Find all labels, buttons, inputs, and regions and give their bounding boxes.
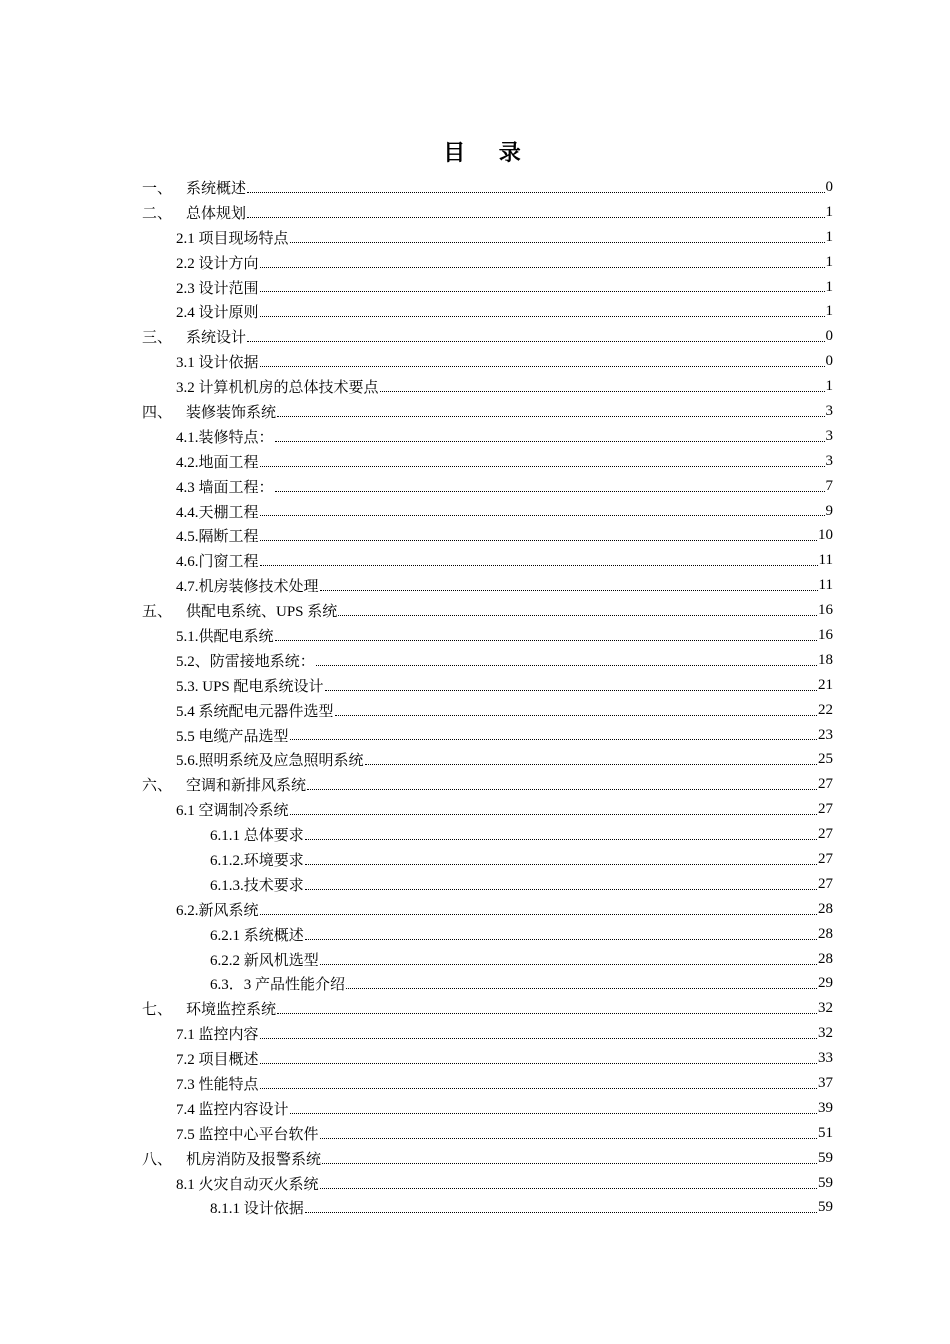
toc-entry[interactable]	[142, 847, 833, 872]
dot-leader	[247, 340, 824, 342]
dot-leader	[247, 216, 824, 218]
toc-entry-title: 4.3 墙面工程：	[176, 479, 274, 496]
dot-leader	[338, 614, 817, 616]
toc-entry-page-number: 28	[818, 900, 833, 917]
dot-leader	[365, 763, 817, 765]
toc-entry-title: 6.1 空调制冷系统	[176, 803, 289, 820]
toc-entry[interactable]	[142, 1146, 833, 1171]
toc-entry[interactable]	[142, 449, 833, 474]
toc-entry-page-number: 1	[825, 378, 833, 395]
toc-entry-page-number: 1	[825, 303, 833, 320]
dot-leader	[260, 266, 825, 268]
dot-leader	[277, 415, 824, 417]
toc-entry-page-number: 33	[818, 1050, 833, 1067]
toc-entry[interactable]	[142, 598, 833, 623]
toc-entry-title: 6.2.新风系统	[176, 902, 259, 919]
toc-entry-title: 装修装饰系统	[186, 404, 277, 421]
toc-entry-title: 总体规划	[186, 205, 247, 222]
toc-entry-page-number: 11	[818, 552, 833, 569]
dot-leader	[275, 440, 825, 442]
toc-entry-title: 5.3. UPS 配电系统设计	[176, 678, 324, 695]
toc-entry[interactable]	[142, 573, 833, 598]
toc-entry-page-number: 9	[825, 502, 833, 519]
toc-entry-page-number: 27	[818, 826, 833, 843]
toc-entry-page-number: 3	[825, 427, 833, 444]
toc-entry[interactable]	[142, 623, 833, 648]
toc-entry-title: 7.2 项目概述	[176, 1052, 259, 1069]
toc-entry-page-number: 3	[825, 452, 833, 469]
toc-entry-title: 4.5.隔断工程	[176, 529, 259, 546]
toc-entry-page-number: 37	[818, 1075, 833, 1091]
toc-entry[interactable]	[142, 548, 833, 573]
toc-entry[interactable]	[142, 897, 833, 922]
toc-entry[interactable]	[142, 772, 833, 797]
toc-entry[interactable]	[142, 324, 833, 349]
toc-entry-title: 空调和新排风系统	[186, 778, 307, 795]
toc-entry-number: 五、	[142, 604, 173, 621]
toc-entry[interactable]	[142, 723, 833, 748]
toc-entry[interactable]	[142, 1071, 833, 1096]
dot-leader	[380, 390, 825, 392]
toc-entry-number: 一、	[142, 180, 173, 197]
toc-entry-title: 4.6.门窗工程	[176, 554, 259, 571]
toc-entry-title: 7.4 监控内容设计	[176, 1101, 289, 1118]
toc-entry[interactable]	[142, 499, 833, 524]
toc-entry-page-number: 29	[818, 975, 833, 992]
dot-leader	[316, 664, 817, 666]
toc-entry-title: 系统概述	[186, 180, 247, 197]
toc-entry-title: 6.1.3.技术要求	[210, 877, 304, 894]
toc-entry-number: 三、	[142, 330, 173, 347]
toc-entry[interactable]	[142, 275, 833, 300]
toc-entry[interactable]	[142, 996, 833, 1021]
toc-entry-page-number: 32	[818, 1000, 833, 1017]
dot-leader	[305, 863, 817, 865]
toc-entry[interactable]	[142, 424, 833, 449]
toc-entry-page-number: 59	[818, 1149, 833, 1166]
dot-leader	[307, 788, 817, 790]
toc-entry-title: 5.6.照明系统及应急照明系统	[176, 753, 364, 770]
dot-leader	[260, 1087, 817, 1089]
toc-entry[interactable]	[142, 872, 833, 897]
toc-entry-page-number: 0	[825, 328, 833, 345]
toc-entry-page-number: 59	[818, 1199, 833, 1216]
toc-entry-title: 5.4 系统配电元器件选型	[176, 703, 334, 720]
dot-leader	[260, 913, 817, 915]
dot-leader	[260, 315, 825, 317]
toc-entry-title: 4.4.天棚工程	[176, 504, 259, 521]
table-of-contents	[142, 175, 833, 1220]
dot-leader	[260, 1037, 817, 1039]
toc-entry-title: 6.1.2.环境要求	[210, 852, 304, 869]
toc-entry-page-number: 1	[825, 228, 833, 245]
toc-entry[interactable]	[142, 523, 833, 548]
toc-entry-page-number: 59	[818, 1174, 833, 1191]
toc-entry-page-number: 39	[818, 1099, 833, 1116]
toc-entry[interactable]	[142, 747, 833, 772]
toc-entry-page-number: 27	[818, 875, 833, 892]
dot-leader	[290, 738, 817, 740]
toc-entry-title: 7.5 监控中心平台软件	[176, 1126, 319, 1143]
toc-entry-number: 七、	[142, 1002, 173, 1019]
toc-title: 目 录	[443, 140, 535, 165]
toc-entry-title: 环境监控系统	[186, 1002, 277, 1019]
dot-leader	[260, 290, 825, 292]
toc-entry-title: 7.3 性能特点	[176, 1077, 259, 1093]
toc-entry[interactable]	[142, 797, 833, 822]
toc-entry-title: 5.5 电缆产品选型	[176, 728, 289, 745]
dot-leader	[290, 241, 825, 243]
toc-entry[interactable]	[142, 225, 833, 250]
toc-entry-page-number: 1	[825, 203, 833, 220]
toc-entry-title: 2.1 项目现场特点	[176, 230, 289, 247]
toc-entry-page-number: 16	[818, 626, 833, 643]
toc-entry-page-number: 27	[818, 776, 833, 793]
toc-entry-page-number: 16	[818, 602, 833, 619]
toc-entry-title: 机房消防及报警系统	[186, 1151, 322, 1168]
toc-entry-page-number: 28	[818, 925, 833, 942]
toc-entry[interactable]	[142, 947, 833, 972]
dot-leader	[260, 514, 825, 516]
dot-leader	[320, 1137, 817, 1139]
dot-leader	[275, 490, 825, 492]
toc-entry-page-number: 11	[818, 577, 833, 594]
toc-entry[interactable]	[142, 175, 833, 200]
toc-entry-title: 3.1 设计依据	[176, 355, 259, 372]
toc-entry-page-number: 51	[818, 1124, 833, 1141]
toc-entry-page-number: 23	[818, 726, 833, 743]
toc-entry[interactable]	[142, 399, 833, 424]
dot-leader	[305, 938, 817, 940]
toc-entry[interactable]	[142, 922, 833, 947]
dot-leader	[260, 465, 825, 467]
toc-entry-page-number: 0	[825, 353, 833, 370]
toc-entry-title: 8.1 火灾自动灭火系统	[176, 1176, 319, 1193]
dot-leader	[260, 539, 817, 541]
toc-entry-title: 6.2.1 系统概述	[210, 927, 304, 944]
toc-entry-page-number: 27	[818, 850, 833, 867]
toc-entry-title: 8.1.1 设计依据	[210, 1201, 304, 1218]
dot-leader	[320, 963, 817, 965]
dot-leader	[322, 1162, 817, 1164]
dot-leader	[320, 589, 818, 591]
toc-entry-title: 供配电系统、UPS 系统	[186, 604, 338, 621]
toc-entry-title: 2.2 设计方向	[176, 255, 259, 272]
toc-entry-title: 5.1.供配电系统	[176, 628, 274, 645]
toc-entry-title: 5.2、防雷接地系统：	[176, 653, 315, 670]
toc-entry-number: 二、	[142, 205, 173, 222]
toc-entry-title: 6.2.2 新风机选型	[210, 952, 319, 969]
dot-leader	[305, 1211, 817, 1213]
toc-entry[interactable]	[142, 250, 833, 275]
toc-entry-title: 4.2.地面工程	[176, 454, 259, 471]
toc-entry-page-number: 25	[818, 751, 833, 768]
toc-entry-title: 2.3 设计范围	[176, 280, 259, 297]
toc-entry[interactable]	[142, 1121, 833, 1146]
toc-entry-page-number: 7	[825, 477, 833, 494]
toc-entry-page-number: 22	[818, 701, 833, 718]
dot-leader	[247, 191, 824, 193]
dot-leader	[277, 1012, 817, 1014]
toc-entry[interactable]	[142, 822, 833, 847]
toc-entry[interactable]	[142, 1096, 833, 1121]
toc-entry-page-number: 3	[825, 402, 833, 419]
toc-entry-title: 3.2 计算机机房的总体技术要点	[176, 380, 379, 397]
toc-entry[interactable]	[142, 1196, 833, 1221]
toc-entry[interactable]	[142, 673, 833, 698]
toc-entry-title: 6.1.1 总体要求	[210, 828, 304, 845]
toc-entry-page-number: 10	[818, 527, 833, 544]
dot-leader	[346, 987, 817, 989]
toc-entry[interactable]	[142, 648, 833, 673]
toc-entry[interactable]	[142, 474, 833, 499]
toc-entry[interactable]	[142, 299, 833, 324]
toc-entry[interactable]	[142, 1046, 833, 1071]
toc-entry-title: 系统设计	[186, 330, 247, 347]
toc-entry-number: 四、	[142, 404, 173, 421]
toc-entry-page-number: 1	[825, 278, 833, 295]
toc-entry-page-number: 28	[818, 950, 833, 967]
toc-entry-page-number: 27	[818, 801, 833, 818]
toc-entry-title: 2.4 设计原则	[176, 305, 259, 322]
dot-leader	[290, 813, 817, 815]
toc-entry-title: 6.3．3 产品性能介绍	[210, 977, 346, 994]
toc-entry-number: 八、	[142, 1151, 173, 1168]
toc-entry-page-number: 21	[818, 676, 833, 693]
toc-entry[interactable]	[142, 972, 833, 997]
toc-entry[interactable]	[142, 200, 833, 225]
toc-entry-page-number: 0	[825, 178, 833, 195]
toc-entry-page-number: 18	[818, 651, 833, 668]
toc-entry[interactable]	[142, 698, 833, 723]
dot-leader	[305, 888, 817, 890]
toc-entry[interactable]	[142, 349, 833, 374]
toc-entry-title: 4.7.机房装修技术处理	[176, 579, 319, 596]
dot-leader	[260, 365, 825, 367]
toc-entry-title: 4.1.装修特点：	[176, 429, 274, 446]
toc-entry[interactable]	[142, 1021, 833, 1046]
dot-leader	[290, 1112, 817, 1114]
toc-entry-page-number: 1	[825, 253, 833, 270]
dot-leader	[320, 1187, 817, 1189]
toc-entry[interactable]	[142, 1171, 833, 1196]
toc-entry-number: 六、	[142, 778, 173, 795]
dot-leader	[335, 714, 817, 716]
dot-leader	[260, 564, 818, 566]
toc-entry-page-number: 32	[818, 1025, 833, 1042]
toc-entry[interactable]	[142, 374, 833, 399]
dot-leader	[325, 689, 817, 691]
dot-leader	[275, 639, 817, 641]
toc-entry-title: 7.1 监控内容	[176, 1027, 259, 1044]
dot-leader	[305, 838, 817, 840]
dot-leader	[260, 1062, 817, 1064]
